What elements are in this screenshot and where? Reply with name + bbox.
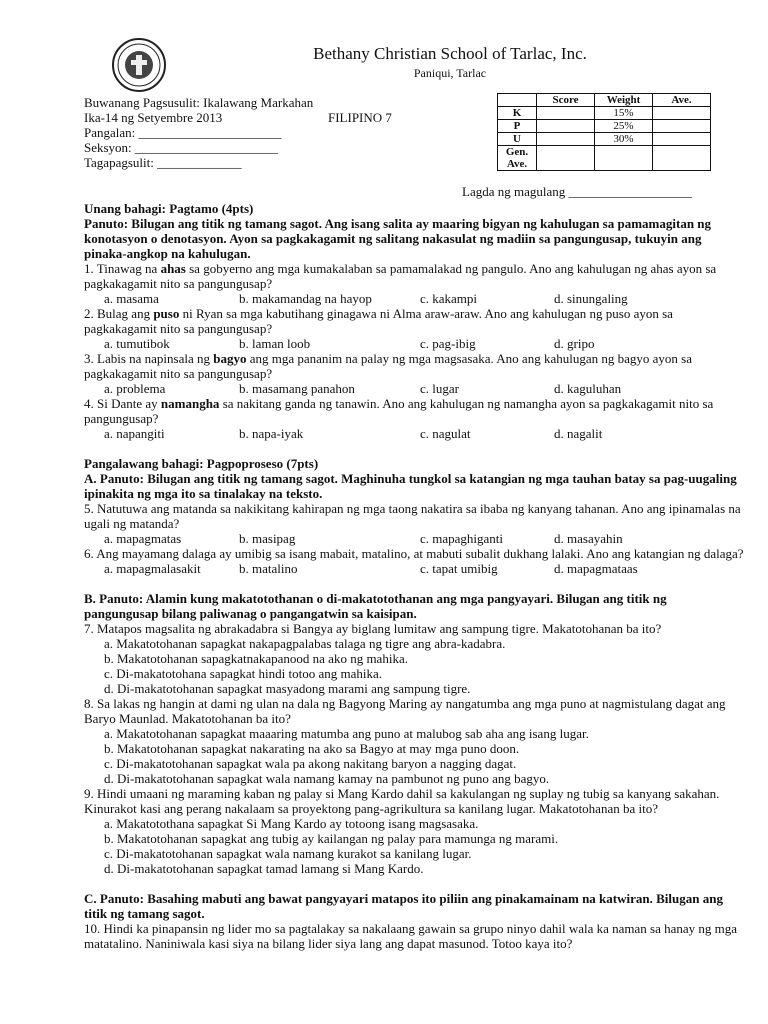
- choice-d[interactable]: d. kaguluhan: [554, 381, 622, 396]
- part1-instructions: Panuto: Bilugan ang titik ng tamang sagot. Ang isang salita ay maaring bigyan ng kahulugan sa pamamagitan ng konotasyon o denotasyon. Ayon sa pagkakagamit ng salitang nakasulat ng madiin sa pangungusap, tukuyin ang pinaka-angkop na kahulugan.: [84, 216, 712, 261]
- option-c[interactable]: c. Di-makatotohanan sapagkat wala namang kurakot sa kanilang lugar.: [104, 846, 472, 861]
- choices-q3: [84, 381, 744, 396]
- choice-a[interactable]: a. masama: [104, 291, 159, 306]
- option-d[interactable]: d. Di-makatotohanan sapagkat tamad lamang si Mang Kardo.: [104, 861, 424, 876]
- score-header-score: Score: [537, 94, 595, 107]
- choice-d[interactable]: d. nagalit: [554, 426, 603, 441]
- choices-q2: [84, 336, 744, 351]
- option-c[interactable]: c. Di-makatotohanan sapagkat wala pa akong nakitang baryon a nagging dagat.: [104, 756, 517, 771]
- choice-c[interactable]: c. kakampi: [420, 291, 478, 306]
- score-row: K 15%: [498, 107, 711, 120]
- option-b[interactable]: b. Makatotohanan sapagkat ang tubig ay kailangan ng palay para mamunga ng marami.: [104, 831, 559, 846]
- choice-a[interactable]: a. tumutibok: [104, 336, 170, 351]
- choice-a[interactable]: a. mapagmatas: [104, 531, 182, 546]
- choice-b[interactable]: b. makamandag na hayop: [239, 291, 372, 306]
- name-field[interactable]: Pangalan: ______________________: [84, 125, 282, 140]
- option-a[interactable]: a. Makatotohanan sapagkat maaaring matumba ang puno at malubog sab aha ang isang lugar.: [104, 726, 589, 741]
- exam-body: [84, 201, 744, 951]
- question-4: 4. Si Dante ay namangha sa nakitang ganda ng tanawin. Ano ang kahulugan ng namangha ayon sa pagkakagamit nito sa pangungusap?: [84, 396, 714, 426]
- score-header-weight: Weight: [595, 94, 653, 107]
- parent-signature-field[interactable]: Lagda ng magulang ___________________: [462, 184, 692, 199]
- question-3: 3. Labis na napinsala ng bagyo ang mga pananim na palay ng mga magsasaka. Ano ang kahulugan ng bagyo ayon sa pagkakagamit nito sa pangungusap?: [84, 351, 692, 381]
- school-location: Paniqui, Tarlac: [413, 66, 487, 80]
- question-10: 10. Hindi ka pinapansin ng lider mo sa pagtalakay sa nakalaang gawain sa grupo ninyo dahil wala ka naman sa hanay ng mga matatalino. Naniniwala kasi siya na bilang lider siya lang ang dapat masunod. Totoo kaya ito?: [84, 921, 738, 951]
- choice-d[interactable]: d. mapagmataas: [554, 561, 638, 576]
- choice-c[interactable]: c. mapaghiganti: [420, 531, 504, 546]
- question-2: 2. Bulag ang puso ni Ryan sa mga kabutihang ginagawa ni Alma araw-araw. Ano ang kahulugan ng puso ayon sa pagkakagamit nito sa pangungusap?: [84, 306, 673, 336]
- question-5: 5. Natutuwa ang matanda sa nakikitang kahirapan ng mga taong nakatira sa ibaba ng kanyang tahanan. Ano ang ipinamalas na ugali ng matanda?: [84, 501, 741, 531]
- score-row: P 25%: [498, 120, 711, 133]
- option-a[interactable]: a. Makatotothana sapagkat Si Mang Kardo ay totoong isang magsasaka.: [104, 816, 479, 831]
- option-d[interactable]: d. Di-makatotohanan sapagkat wala namang kamay na pambunot ng puno ang bagyo.: [104, 771, 550, 786]
- question-9: 9. Hindi umaani ng maraming kaban ng palay si Mang Kardo dahil sa kakulangan ng suplay ng tubig sa kanyang sakahan. Kinurakot kasi ang perang nakalaam sa proyektong pang-agrikultura sa kanilang lugar. Makatotohanan ba ito?: [84, 786, 720, 816]
- part2b-instructions: B. Panuto: Alamin kung makatotothanan o di-makatotothanan ang mga pangyayari. Bilugan ang titik ng pangungusap bilang paliwanag o pangangatwin sa kaisipan.: [84, 591, 667, 621]
- choice-b[interactable]: b. laman loob: [239, 336, 311, 351]
- choice-a[interactable]: a. problema: [104, 381, 166, 396]
- choice-c[interactable]: c. nagulat: [420, 426, 471, 441]
- choice-c[interactable]: c. lugar: [420, 381, 459, 396]
- school-name: Bethany Christian School of Tarlac, Inc.: [313, 44, 587, 63]
- question-7: 7. Matapos magsalita ng abrakadabra si Bangya ay biglang lumitaw ang sampung tigre. Makatotohanan ba ito?: [84, 621, 662, 636]
- score-row: Gen. Ave.: [498, 146, 711, 171]
- checker-field[interactable]: Tagapagsulit: _____________: [84, 155, 242, 170]
- choices-q4: [84, 426, 744, 441]
- option-a[interactable]: a. Makatotohanan sapagkat nakapagpalabas talaga ng tigre ang abra-kadabra.: [104, 636, 506, 651]
- exam-title: Buwanang Pagsusulit: Ikalawang Markahan: [84, 95, 314, 110]
- choice-c[interactable]: c. pag-ibig: [420, 336, 476, 351]
- part2c-instructions: C. Panuto: Basahing mabuti ang bawat pangyayari matapos ito piliin ang pinakamainam na katwiran. Bilugan ang titik ng tamang sagot.: [84, 891, 723, 921]
- part2-title: Pangalawang bahagi: Pagpoproseso (7pts): [84, 456, 319, 471]
- choice-b[interactable]: b. masamang panahon: [239, 381, 355, 396]
- question-6: 6. Ang mayamang dalaga ay umibig sa isang mabait, matalino, at mabuti subalit dukhang lalaki. Ano ang katangian ng dalaga?: [84, 546, 744, 561]
- choice-d[interactable]: d. sinungaling: [554, 291, 628, 306]
- choice-d[interactable]: d. masayahin: [554, 531, 623, 546]
- part1-title: Unang bahagi: Pagtamo (4pts): [84, 201, 254, 216]
- option-b[interactable]: b. Makatotohanan sapagkat nakarating na ako sa Bagyo at may mga puno doon.: [104, 741, 520, 756]
- score-row: U 30%: [498, 133, 711, 146]
- question-1: 1. Tinawag na ahas sa gobyerno ang mga kumakalaban sa pamamalakad ng pangulo. Ano ang kahulugan ng ahas ayon sa pagkakagamit nito sa pangungusap?: [84, 261, 717, 291]
- choice-a[interactable]: a. mapagmalasakit: [104, 561, 201, 576]
- choices-q6: [84, 561, 744, 576]
- choice-b[interactable]: b. matalino: [239, 561, 298, 576]
- exam-date: Ika-14 ng Setyembre 2013: [84, 110, 223, 125]
- choices-q1: [84, 291, 744, 306]
- choice-b[interactable]: b. masipag: [239, 531, 296, 546]
- choice-a[interactable]: a. napangiti: [104, 426, 165, 441]
- student-info: [84, 95, 484, 170]
- option-d[interactable]: d. Di-makatotohanan sapagkat masyadong marami ang sampung tigre.: [104, 681, 471, 696]
- subject-label: FILIPINO 7: [328, 110, 392, 125]
- choices-q5: [84, 531, 744, 546]
- score-header-ave: Ave.: [653, 94, 711, 107]
- score-table: [497, 93, 711, 171]
- score-header-blank: [498, 94, 537, 107]
- part2a-instructions: A. Panuto: Bilugan ang titik ng tamang sagot. Maghinuha tungkol sa katangian ng mga tauhan batay sa pag-uugaling ipinakita ng mga ito sa tinalakay na teksto.: [84, 471, 737, 501]
- choice-d[interactable]: d. gripo: [554, 336, 595, 351]
- option-c[interactable]: c. Di-makatotohana sapagkat hindi totoo ang mahika.: [104, 666, 382, 681]
- choice-b[interactable]: b. napa-iyak: [239, 426, 304, 441]
- option-b[interactable]: b. Makatotohanan sapagkatnakapanood na ako ng mahika.: [104, 651, 408, 666]
- question-8: 8. Sa lakas ng hangin at dami ng ulan na dala ng Bagyong Maring ay nangatumba ang mga puno at nagmistulang dagat ang Baryo Maunlad. Makatotohanan ba ito?: [84, 696, 726, 726]
- choice-c[interactable]: c. tapat umibig: [420, 561, 498, 576]
- section-field[interactable]: Seksyon: ______________________: [84, 140, 278, 155]
